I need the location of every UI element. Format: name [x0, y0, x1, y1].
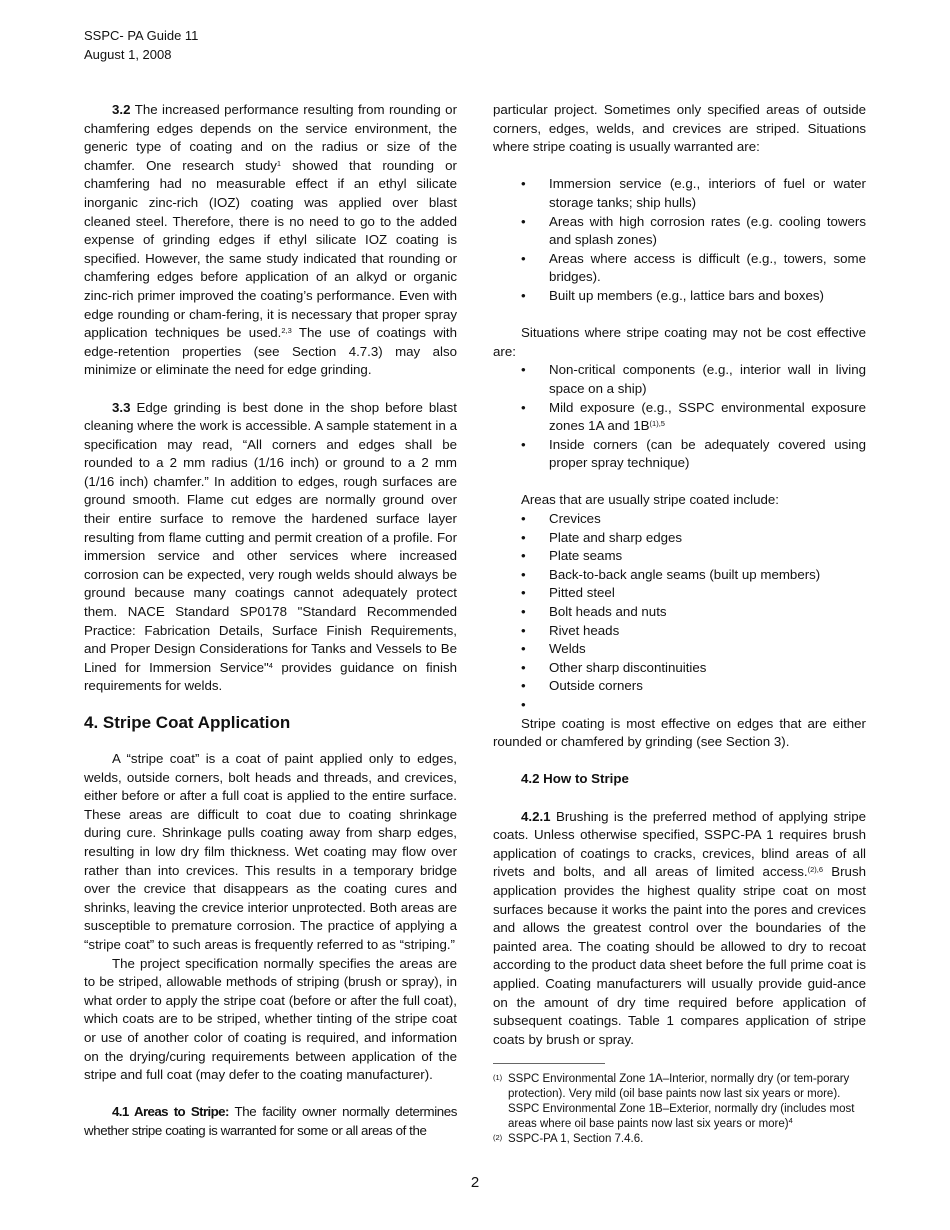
footnote-divider [493, 1063, 605, 1064]
warranted-list [493, 175, 866, 305]
list-item [493, 603, 866, 622]
paragraph-4-1-continued: particular project. Sometimes only specified areas of outside corners, edges, welds, and crevices are striped. Situations where stripe coating is usually warranted are: [493, 102, 866, 155]
text-run: The increased performance resulting from rounding or chamfering edges depends on the service environment, the generic type of coating and on the radius or size of the chamfer. One research study [84, 102, 457, 173]
list-item-text: Non-critical components (e.g., interior wall in living space on a ship) [549, 362, 866, 396]
bullet-icon: • [521, 585, 526, 601]
bullet-icon: • [521, 678, 526, 694]
effective-note: Stripe coating is most effective on edges that are either rounded or chamfered by grinding (see Section 3). [493, 715, 866, 750]
footnote-2 [493, 1132, 866, 1147]
not-cost-effective-intro: Situations where stripe coating may not be cost effective are: [493, 325, 866, 359]
list-item-text: Plate and sharp edges [549, 529, 683, 545]
list-item [493, 213, 866, 250]
bullet-icon: • [521, 659, 526, 675]
reference-mark: (2),6 [807, 865, 824, 875]
bullet-icon: • [521, 287, 526, 303]
list-item [493, 547, 866, 566]
bullet-icon: • [521, 604, 526, 620]
bullet-icon: • [521, 622, 526, 638]
bullet-icon: • [521, 697, 526, 712]
list-item-text: Built up members (e.g., lattice bars and boxes) [549, 287, 824, 303]
list-item-text: Bolt heads and nuts [549, 604, 667, 620]
paragraph-4-2-1 [493, 808, 866, 1050]
list-item [493, 250, 866, 287]
page-number: 2 [470, 1174, 480, 1191]
list-item-text: Areas where access is difficult (e.g., towers, some bridges). [549, 250, 866, 285]
paragraph-4-1 [84, 1103, 457, 1140]
subsection-heading-4-2: 4.2 How to Stripe [521, 771, 629, 787]
list-item [493, 175, 866, 212]
reference-mark: 4 [788, 1116, 793, 1126]
text-run: Edge grinding is best done in the shop before blast cleaning where the work is accessible. A sample statement in a specification may read, “All corners and edges shall be rounded to a 2 mm radius (1/16 inch) or ground to a 2 mm (1/16 inch) chamfer.” In addition to edges, rough surfaces are ground smooth. Flame cut edges are normally ground over their entire surface to remove the hardened surface layer resulting from flame cutting and permit creation of a profile. For immersion service and other services where increased corrosion can be expected, very rough welds should always be ground because many coatings cannot adequately protect them. NACE Standard SP0178 "Standard Recommended Practice: Fabrication Details, Surface Finish Requirements, and Proper Design Considerations for Tanks and Vessels to Be Lined for Immersion Service" [84, 399, 457, 675]
list-item-text: Crevices [549, 511, 601, 527]
list-item-text: Areas with high corrosion rates (e.g. cooling towers and splash zones) [549, 213, 866, 248]
list-item [493, 659, 866, 678]
list-item-text: Rivet heads [549, 622, 620, 638]
list-item [493, 622, 866, 641]
bullet-icon: • [521, 250, 526, 266]
bullet-icon: • [521, 641, 526, 657]
footnote-mark: (2) [493, 1133, 503, 1143]
list-item-text: Outside corners [549, 678, 643, 694]
reference-mark: 2,3 [281, 326, 292, 336]
list-item [493, 584, 866, 603]
not-cost-effective-list [493, 361, 866, 473]
bullet-icon: • [521, 566, 526, 582]
header-doc-id: SSPC- PA Guide 11 [84, 28, 199, 43]
bullet-icon: • [521, 399, 526, 415]
reference-mark: 1 [276, 158, 282, 168]
right-column [493, 101, 866, 1147]
list-item [493, 361, 866, 398]
reference-mark: (1),5 [649, 419, 665, 429]
list-item-text: Back-to-back angle seams (built up members) [549, 566, 821, 582]
header-date: August 1, 2008 [84, 47, 172, 62]
section-number: 4.2.1 [521, 808, 551, 824]
list-item [493, 566, 866, 585]
list-item-text: Mild exposure (e.g., SSPC environmental exposure zones 1A and 1B [549, 399, 866, 434]
text-run: Brushing is the preferred method of applying stripe coats. Unless otherwise specified, SSPC-PA 1 requires brush application of coatings to cracks, crevices, blind areas of all rivets and bolts, and all areas of limited access. [493, 808, 866, 880]
list-item [493, 510, 866, 529]
paragraph-4-spec: The project specification normally specifies the areas are to be striped, allowable methods of striping (brush or spray), in what order to apply the stripe coat (before or after the full coat), which coats are to be striped, whether tinting of the stripe coat or use of another color of coating is required, and information on the drying/curing requirements between application of the stripe and full coat (may defer to the coating manufacturer). [84, 955, 457, 1083]
bullet-icon: • [521, 529, 526, 545]
paragraph-3-3 [84, 399, 457, 697]
footnote-1 [493, 1072, 866, 1132]
bullet-icon: • [521, 213, 526, 229]
reference-mark: 4 [268, 660, 273, 670]
text-run: The facility owner normally determines whether stripe coating is warranted for some or all areas of the [84, 1104, 457, 1138]
text-run: showed that rounding or chamfering had no measurable effect if an ethyl silicate inorganic zinc-rich (IOZ) coating was applied over blast cleaned steel. Therefore, there is no need to go to the added expense of grinding edges if ethyl silicate IOZ coating is specified. However, the same study indicated that rounding or chamfering edges before application of an alkyd or organic zinc-rich primer improved the coating’s performance. Even with edge rounding or cham-fering, it is necessary that proper spray application techniques be used. [84, 157, 457, 341]
bullet-icon: • [521, 511, 526, 527]
footnote-text: SSPC-PA 1, Section 7.4.6. [508, 1133, 644, 1146]
list-item-text: Immersion service (e.g., interiors of fuel or water storage tanks; ship hulls) [549, 176, 866, 210]
paragraph-3-2 [84, 101, 457, 380]
list-item-text: Inside corners (can be adequately covered using proper spray technique) [549, 436, 866, 471]
footnote-text: SSPC Environmental Zone 1A–Interior, normally dry (or tem-porary protection). Very mild (oil base paints now last six years or more). SSPC Environmental Zone 1B–Exterior, normally dry (includes most areas where oil base paints now last six years or more) [508, 1073, 855, 1131]
areas-list [493, 510, 866, 715]
text-run: The use of coatings with edge-retention properties (see Section 4.7.3) may also minimize or eliminate the need for edge grinding. [84, 325, 457, 378]
left-column [84, 101, 457, 1140]
paragraph-4-intro: A “stripe coat” is a coat of paint applied only to edges, welds, outside corners, bolt heads and threads, and crevices, either before or after a full coat is applied to the entire surface. These areas are difficult to coat due to coating shrinkage during cure. Shrinkage pulls coating away from sharp edges, resulting in low dry film thickness. Wet coating may flow over rather than into crevices. This results in a temporary bridge over the crevice that disappears as the coating cures and shrinks, leaving the crevice interior unprotected. Both areas are susceptible to premature corrosion. The practice of applying a “stripe coat” to such areas is frequently referred to as “striping.” [84, 751, 457, 952]
list-item [493, 399, 866, 436]
list-item [493, 696, 866, 715]
list-item-text: Pitted steel [549, 585, 615, 601]
list-item-text: Plate seams [549, 548, 623, 564]
list-item-text: Welds [549, 641, 586, 657]
list-item [493, 640, 866, 659]
bullet-icon: • [521, 548, 526, 564]
subsection-heading: 4.1 Areas to Stripe: [112, 1104, 229, 1120]
page-header [84, 26, 198, 64]
section-number: 3.3 [112, 399, 131, 415]
list-item [493, 529, 866, 548]
footnote-mark: (1) [493, 1073, 503, 1083]
text-run: provides guidance on finish requirements for welds. [84, 659, 457, 694]
bullet-icon: • [521, 362, 526, 378]
text-run: Brush application provides the highest quality stripe coat on most surfaces because it works the paint into the pores and crevices and allows the greatest control over the boundaries of the painted area. The coating should be allowed to dry to recoat according to the product data sheet before the full prime coat is applied. Coating manufacturers will usually provide guid-ance on the amount of dry time required before application of subsequent coatings. Table 1 compares application of stripe coats by brush or spray. [493, 864, 866, 1047]
list-item [493, 287, 866, 306]
bullet-icon: • [521, 176, 526, 192]
list-item [493, 436, 866, 473]
bullet-icon: • [521, 436, 526, 452]
areas-intro: Areas that are usually stripe coated include: [521, 492, 779, 508]
section-heading-4: 4. Stripe Coat Application [84, 713, 291, 732]
section-number: 3.2 [112, 102, 131, 117]
list-item [493, 677, 866, 696]
list-item-text: Other sharp discontinuities [549, 659, 707, 675]
